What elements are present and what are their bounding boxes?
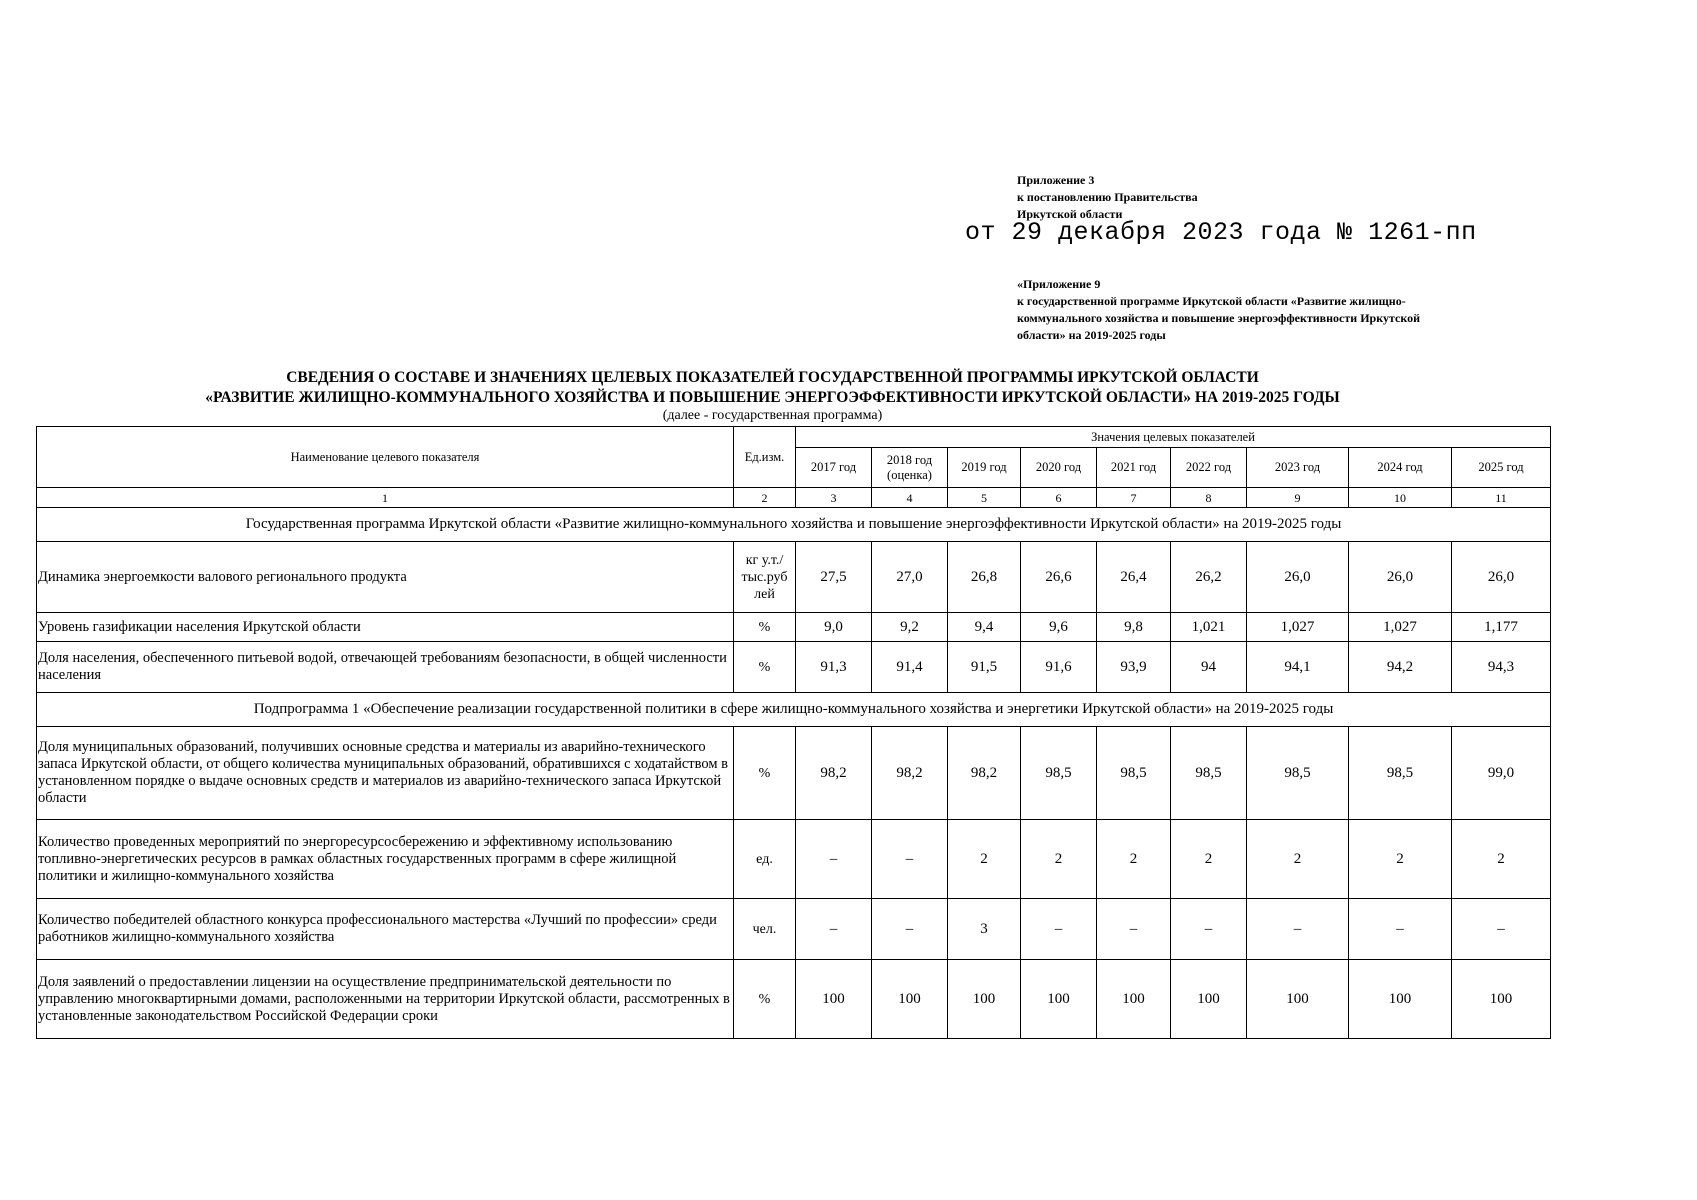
indicator-value: 26,0 bbox=[1247, 542, 1349, 613]
indicator-value: 9,0 bbox=[796, 613, 872, 642]
indicator-value: 1,027 bbox=[1349, 613, 1452, 642]
indicator-value: 91,5 bbox=[948, 642, 1021, 693]
indicator-value: 98,2 bbox=[872, 727, 948, 820]
indicator-value: 3 bbox=[948, 899, 1021, 960]
indicator-value: 98,5 bbox=[1021, 727, 1097, 820]
column-number: 4 bbox=[872, 488, 948, 508]
indicator-value: 94 bbox=[1171, 642, 1247, 693]
header-year: 2021 год bbox=[1097, 448, 1171, 488]
indicator-value: 2 bbox=[1097, 820, 1171, 899]
indicator-value: – bbox=[1021, 899, 1097, 960]
indicator-unit: % bbox=[734, 613, 796, 642]
title-line: СВЕДЕНИЯ О СОСТАВЕ И ЗНАЧЕНИЯХ ЦЕЛЕВЫХ ПОКАЗАТЕЛЕЙ ГОСУДАРСТВЕННОЙ ПРОГРАММЫ ИРКУТСКОЙ ОБЛАСТИ bbox=[286, 369, 1259, 386]
indicator-value: 94,1 bbox=[1247, 642, 1349, 693]
indicator-value: 2 bbox=[1171, 820, 1247, 899]
header-year: 2017 год bbox=[796, 448, 872, 488]
table-row bbox=[37, 542, 1551, 613]
indicator-value: 98,5 bbox=[1349, 727, 1452, 820]
indicator-value: 9,2 bbox=[872, 613, 948, 642]
indicator-value: – bbox=[872, 899, 948, 960]
indicator-name: Доля заявлений о предоставлении лицензии на осуществление предпринимательской деятельности по управлению многоквартирными домами, расположенными на территории Иркутской области, рассмотренных в установленные законодательством Российской Федерации сроки bbox=[37, 960, 734, 1039]
indicator-value: 9,4 bbox=[948, 613, 1021, 642]
indicator-name: Количество проведенных мероприятий по энергоресурсосбережению и эффективному использованию топливно-энергетических ресурсов в рамках областных государственных программ в сфере жилищной политики и жилищно-коммунального хозяйства bbox=[37, 820, 734, 899]
indicator-value: 100 bbox=[1021, 960, 1097, 1039]
indicator-value: – bbox=[1247, 899, 1349, 960]
indicator-value: 26,0 bbox=[1349, 542, 1452, 613]
indicator-value: 100 bbox=[1247, 960, 1349, 1039]
title-line: «РАЗВИТИЕ ЖИЛИЩНО-КОММУНАЛЬНОГО ХОЗЯЙСТВА И ПОВЫШЕНИЕ ЭНЕРГОЭФФЕКТИВНОСТИ ИРКУТСКОЙ ОБЛАСТИ» НА 2019-2025 ГОДЫ bbox=[205, 389, 1340, 406]
column-number: 2 bbox=[734, 488, 796, 508]
indicator-unit: кг у.т./ тыс.руб лей bbox=[734, 542, 796, 613]
indicator-value: 91,6 bbox=[1021, 642, 1097, 693]
column-number: 3 bbox=[796, 488, 872, 508]
indicator-value: 26,4 bbox=[1097, 542, 1171, 613]
table-row bbox=[37, 727, 1551, 820]
table-row bbox=[37, 899, 1551, 960]
table-row bbox=[37, 613, 1551, 642]
appendix-line: к государственной программе Иркутской области «Развитие жилищно-коммунального хозяйства и повышение энергоэффективности Иркутской области» на 2019-2025 годы bbox=[1017, 294, 1420, 342]
indicators-table bbox=[36, 426, 1551, 1039]
indicator-value: 100 bbox=[1171, 960, 1247, 1039]
indicator-name: Количество победителей областного конкурса профессионального мастерства «Лучший по профессии» среди работников жилищно-коммунального хозяйства bbox=[37, 899, 734, 960]
indicator-value: 94,3 bbox=[1452, 642, 1551, 693]
indicator-value: 26,0 bbox=[1452, 542, 1551, 613]
indicator-value: 98,5 bbox=[1171, 727, 1247, 820]
column-number: 8 bbox=[1171, 488, 1247, 508]
indicator-value: 98,5 bbox=[1247, 727, 1349, 820]
indicator-value: 27,5 bbox=[796, 542, 872, 613]
appendix-line: Иркутской области bbox=[1017, 207, 1123, 221]
indicator-value: 98,5 bbox=[1097, 727, 1171, 820]
header-year: 2025 год bbox=[1452, 448, 1551, 488]
program-appendix-note bbox=[1017, 276, 1457, 344]
column-number-row bbox=[37, 488, 1551, 508]
indicator-value: 91,4 bbox=[872, 642, 948, 693]
indicator-unit: % bbox=[734, 727, 796, 820]
indicator-unit: чел. bbox=[734, 899, 796, 960]
indicator-value: 2 bbox=[1247, 820, 1349, 899]
indicator-value: 2 bbox=[1021, 820, 1097, 899]
indicator-unit: % bbox=[734, 642, 796, 693]
indicator-value: 2 bbox=[1452, 820, 1551, 899]
indicator-value: 1,177 bbox=[1452, 613, 1551, 642]
indicator-value: – bbox=[796, 899, 872, 960]
table-row bbox=[37, 820, 1551, 899]
indicator-value: 1,027 bbox=[1247, 613, 1349, 642]
indicator-unit: ед. bbox=[734, 820, 796, 899]
header-year: 2019 год bbox=[948, 448, 1021, 488]
indicator-value: 1,021 bbox=[1171, 613, 1247, 642]
header-unit: Ед.изм. bbox=[734, 427, 796, 488]
header-year: 2024 год bbox=[1349, 448, 1452, 488]
column-number: 10 bbox=[1349, 488, 1452, 508]
header-year: 2018 год (оценка) bbox=[872, 448, 948, 488]
document-title bbox=[40, 368, 1505, 408]
appendix-line: «Приложение 9 bbox=[1017, 277, 1101, 291]
header-values-group: Значения целевых показателей bbox=[796, 427, 1551, 448]
indicator-value: 9,8 bbox=[1097, 613, 1171, 642]
section-row bbox=[37, 693, 1551, 727]
indicator-value: 99,0 bbox=[1452, 727, 1551, 820]
indicator-value: 93,9 bbox=[1097, 642, 1171, 693]
indicator-value: 100 bbox=[872, 960, 948, 1039]
indicator-value: 26,2 bbox=[1171, 542, 1247, 613]
indicator-value: 100 bbox=[1349, 960, 1452, 1039]
column-number: 5 bbox=[948, 488, 1021, 508]
appendix-line: Приложение 3 bbox=[1017, 173, 1095, 187]
section-title: Подпрограмма 1 «Обеспечение реализации государственной политики в сфере жилищно-коммунального хозяйства и энергетики Иркутской области» на 2019-2025 годы bbox=[37, 693, 1551, 727]
column-number: 11 bbox=[1452, 488, 1551, 508]
indicator-value: 100 bbox=[1097, 960, 1171, 1039]
indicator-value: – bbox=[872, 820, 948, 899]
indicator-value: 94,2 bbox=[1349, 642, 1452, 693]
indicator-value: – bbox=[1349, 899, 1452, 960]
indicator-name: Динамика энергоемкости валового регионального продукта bbox=[37, 542, 734, 613]
header-year: 2022 год bbox=[1171, 448, 1247, 488]
header-name: Наименование целевого показателя bbox=[37, 427, 734, 488]
indicator-name: Уровень газификации населения Иркутской области bbox=[37, 613, 734, 642]
indicator-unit: % bbox=[734, 960, 796, 1039]
indicator-value: 98,2 bbox=[796, 727, 872, 820]
indicator-value: – bbox=[1171, 899, 1247, 960]
indicator-value: 26,8 bbox=[948, 542, 1021, 613]
indicator-value: – bbox=[1097, 899, 1171, 960]
section-title: Государственная программа Иркутской области «Развитие жилищно-коммунального хозяйства и повышение энергоэффективности Иркутской области» на 2019-2025 годы bbox=[37, 508, 1551, 542]
column-number: 1 bbox=[37, 488, 734, 508]
document-subtitle: (далее - государственная программа) bbox=[662, 408, 883, 423]
indicator-value: – bbox=[796, 820, 872, 899]
indicator-value: 2 bbox=[1349, 820, 1452, 899]
column-number: 6 bbox=[1021, 488, 1097, 508]
indicator-value: 100 bbox=[1452, 960, 1551, 1039]
table-row bbox=[37, 642, 1551, 693]
column-number: 7 bbox=[1097, 488, 1171, 508]
appendix-note bbox=[1017, 172, 1198, 223]
indicator-name: Доля населения, обеспеченного питьевой водой, отвечающей требованиям безопасности, в общей численности населения bbox=[37, 642, 734, 693]
indicator-value: – bbox=[1452, 899, 1551, 960]
resolution-stamp: от 29 декабря 2023 года № 1261-пп bbox=[965, 218, 1477, 247]
section-row bbox=[37, 508, 1551, 542]
header-year: 2023 год bbox=[1247, 448, 1349, 488]
indicator-value: 26,6 bbox=[1021, 542, 1097, 613]
appendix-line: к постановлению Правительства bbox=[1017, 190, 1198, 204]
indicator-name: Доля муниципальных образований, получивших основные средства и материалы из аварийно-технического запаса Иркутской области, от общего количества муниципальных образований, обратившихся с ходатайством в установленном порядке о выдаче основных средств и материалов из аварийно-технического запаса Иркутской области bbox=[37, 727, 734, 820]
indicator-value: 27,0 bbox=[872, 542, 948, 613]
column-number: 9 bbox=[1247, 488, 1349, 508]
indicator-value: 91,3 bbox=[796, 642, 872, 693]
indicator-value: 2 bbox=[948, 820, 1021, 899]
indicator-value: 98,2 bbox=[948, 727, 1021, 820]
table-row bbox=[37, 960, 1551, 1039]
indicator-value: 100 bbox=[796, 960, 872, 1039]
indicator-value: 9,6 bbox=[1021, 613, 1097, 642]
header-year: 2020 год bbox=[1021, 448, 1097, 488]
indicator-value: 100 bbox=[948, 960, 1021, 1039]
